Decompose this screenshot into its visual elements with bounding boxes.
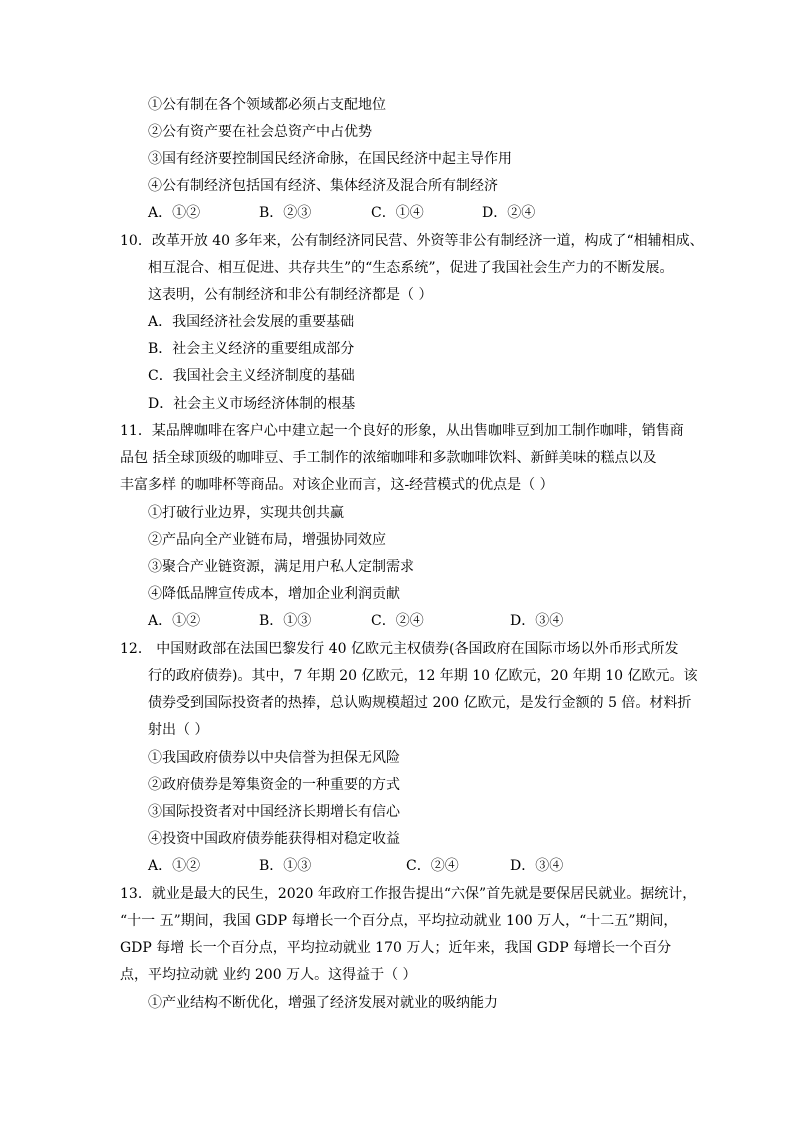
q11-stem-line-3: 丰富多样 的咖啡杯等商品。对该企业而言，这-经营模式的优点是（ ）	[120, 477, 554, 493]
q9-option-b: B．②③	[259, 205, 312, 221]
q12-item-3: ③国际投资者对中国经济长期增长有信心	[148, 804, 400, 820]
q12-stem-line-2: 行的政府债券)。其中，7 年期 20 亿欧元，12 年期 10 亿欧元，20 年期 10 亿欧元。该	[148, 668, 698, 684]
q12-stem-line-4: 射出（ ）	[148, 722, 209, 738]
q12-item-4: ④投资中国政府债券能获得相对稳定收益	[148, 831, 400, 847]
q11-item-2: ②产品向全产业链布局，增强协同效应	[148, 532, 386, 548]
q13-stem-line-3: GDP 每增 长一个百分点，平均拉动就业 170 万人；近年来，我国 GDP 每增长一个百分	[120, 940, 672, 956]
q13-stem-line-4: 点，平均拉动就 业约 200 万人。这得益于（ ）	[120, 967, 417, 983]
q12-stem-line-1: 12． 中国财政部在法国巴黎发行 40 亿欧元主权债券(各国政府在国际市场以外币形式所发	[120, 641, 679, 657]
q9-option-d: D．②④	[482, 205, 536, 221]
q12-option-d: D．③④	[510, 858, 564, 874]
q11-item-4: ④降低品牌宣传成本，增加企业利润贡献	[148, 586, 400, 602]
q11-item-3: ③聚合产业链资源，满足用户私人定制需求	[148, 559, 414, 575]
q11-option-a: A．①②	[148, 613, 201, 629]
q13-stem-line-1: 13．就业是最大的民生，2020 年政府工作报告提出“六保”首先就是要保居民就业。据统计，	[120, 886, 697, 902]
q11-stem-line-1: 11．某品牌咖啡在客户心中建立起一个良好的形象，从出售咖啡豆到加工制作咖啡，销售商	[120, 423, 684, 439]
q12-stem-line-3: 债券受到国际投资者的热捧，总认购规模超过 200 亿欧元，是发行金额的 5 倍。材料折	[148, 695, 692, 711]
q9-option-c: C．①④	[371, 205, 424, 221]
q12-option-c: C．②④	[406, 858, 459, 874]
q11-option-d: D．③④	[510, 613, 564, 629]
q11-stem-line-2: 品包 括全球顶级的咖啡豆、手工制作的浓缩咖啡和多款咖啡饮料、新鲜美味的糕点以及	[120, 450, 657, 466]
q11-option-c: C．②④	[371, 613, 424, 629]
q10-option-d: D．社会主义市场经济体制的根基	[148, 396, 356, 412]
q9-option-a: A．①②	[148, 205, 201, 221]
q10-stem-line-2: 相互混合、相互促进、共存共生”的“生态系统”，促进了我国社会生产力的不断发展。	[148, 260, 674, 276]
q10-option-b: B．社会主义经济的重要组成部分	[148, 341, 355, 357]
q9-item-4: ④公有制经济包括国有经济、集体经济及混合所有制经济	[148, 178, 498, 194]
q12-item-2: ②政府债券是筹集资金的一种重要的方式	[148, 777, 400, 793]
q10-option-a: A．我国经济社会发展的重要基础	[148, 314, 355, 330]
q10-option-c: C．我国社会主义经济制度的基础	[148, 368, 355, 384]
q11-item-1: ①打破行业边界，实现共创共赢	[148, 505, 344, 521]
q9-item-2: ②公有资产要在社会总资产中占优势	[148, 124, 372, 140]
q9-item-1: ①公有制在各个领域都必须占支配地位	[148, 97, 386, 113]
q13-stem-line-2: “十一 五”期间，我国 GDP 每增长一个百分点，平均拉动就业 100 万人，“十二五”期间，	[120, 913, 678, 929]
q12-item-1: ①我国政府债券以中央信誉为担保无风险	[148, 750, 400, 766]
q12-option-a: A．①②	[148, 858, 201, 874]
q13-item-1: ①产业结构不断优化，增强了经济发展对就业的吸纳能力	[148, 995, 498, 1011]
q10-stem-line-1: 10．改革开放 40 多年来，公有制经济同民营、外资等非公有制经济一道，构成了“相辅相成、	[120, 233, 704, 249]
q11-option-b: B．①③	[259, 613, 312, 629]
q12-option-b: B．①③	[259, 858, 312, 874]
q10-stem-line-3: 这表明，公有制经济和非公有制经济都是（ ）	[148, 287, 433, 303]
q9-item-3: ③国有经济要控制国民经济命脉，在国民经济中起主导作用	[148, 151, 512, 167]
